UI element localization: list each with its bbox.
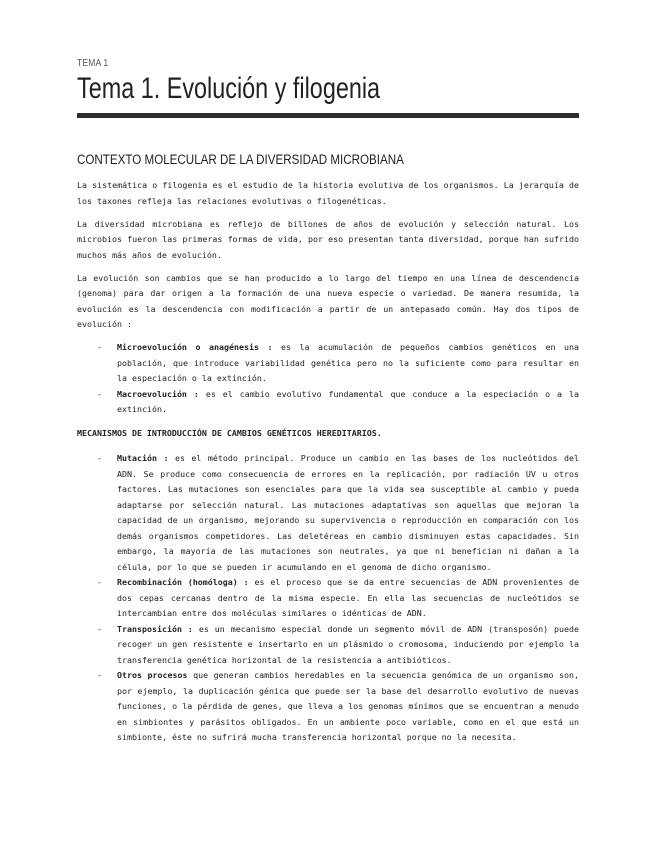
paragraph-evolucion: La evolución son cambios que se han producido a lo largo del tiempo en una línea de descendencia (genoma) para dar origen a la formación de una nueva especie o variedad. De manera resumida, la evolución es la descendencia con modificación a partir de un antepasado común. Hay dos tipos de evolución :: [77, 272, 579, 329]
definition-recombinacion: es el proceso que se da entre secuencias de ADN provenientes de dos cepas cercanas dentro de la misma especie. En ella las secuencias de nucleótidos se intercambian entre dos moléculas similares o idénticas de ADN.: [117, 577, 579, 618]
bullet-dash: -: [97, 388, 102, 399]
term-mutacion: Mutación :: [117, 453, 169, 463]
mechanisms-subheading: MECANISMOS DE INTRODUCCIÓN DE CAMBIOS GENÉTICOS HEREDITARIOS.: [77, 427, 382, 438]
definition-transposicion: es un mecanismo especial donde un segmento móvil de ADN (transposón) puede recoger un gen resistente e insertarlo en un plásmido o cromosoma, induciendo por ejemplo la transferencia genética horizontal de la resistencia a antibióticos.: [117, 623, 579, 665]
list-item-transposicion: [77, 622, 579, 669]
bullet-dash: -: [97, 342, 102, 352]
term-macroevolucion: Macroevolución :: [117, 388, 199, 399]
chapter-kicker: TEMA 1: [77, 58, 109, 69]
paragraph-sistematica: La sistemática o filogenia es el estudio de la historia evolutiva de los organismos. La jerarquía de los taxones refleja las relaciones evolutivas o filogenéticas.: [77, 180, 579, 206]
title-divider: [77, 113, 579, 118]
mechanisms-list: [77, 451, 579, 746]
main-content: [77, 152, 579, 754]
section-title: CONTEXTO MOLECULAR DE LA DIVERSIDAD MICROBIANA: [77, 152, 404, 167]
list-item-mutacion: [77, 451, 579, 575]
definition-microevolucion: es la acumulación de pequeños cambios genéticos en una población, que introduce variabilidad genética pero no la suficiente como para resultar en la especiación o la extinción.: [117, 342, 580, 383]
bullet-dash: -: [97, 670, 102, 680]
bullet-dash: -: [97, 453, 102, 463]
paragraph-diversidad: La diversidad microbiana es reflejo de billones de años de evolución y selección natural. Los microbios fueron las primeras formas de vida, por eso presentan tanta diversidad, porque han sufrido muchos más años de evolución.: [77, 218, 579, 260]
definition-mutacion: es el método principal. Produce un cambio en las bases de los nucleótidos del ADN. Se produce como consecuencia de errores en la replicación, por radiación UV u otros factores. Las mutaciones son esenciales para que la vida sea susceptible al cambio y pueda adaptarse por selección natural. Las mutaciones adaptativas son aquellas que mejoran la capacidad de un organismo, mejorando su supervivencia o reproducción en comparación con los demás organismos competidores. Las deletéreas en cambio disminuyen estas capacidades. Sin embargo, la mayoría de las mutaciones son neutrales, ya que ni benefician ni dañan a la célula, por lo que se pueden ir acumulando en el genoma de dicho organismo.: [117, 453, 580, 572]
page-title: Tema 1. Evolución y filogenia: [77, 72, 381, 105]
term-recombinacion: Recombinación (homóloga) :: [117, 577, 249, 587]
list-item-microevolucion: [77, 340, 579, 387]
term-otros-procesos: Otros procesos: [117, 670, 188, 680]
definition-macroevolucion: es el cambio evolutivo fundamental que conduce a la especiación o a la extinción.: [117, 388, 579, 414]
list-item-recombinacion: [77, 575, 579, 622]
bullet-dash: -: [97, 623, 102, 634]
bullet-dash: -: [97, 577, 102, 587]
list-item-otros-procesos: [77, 668, 579, 746]
list-item-macroevolucion: [77, 387, 579, 418]
evolution-types-list: [77, 340, 579, 418]
definition-otros-procesos: que generan cambios heredables en la secuencia genómica de un organismo son, por ejemplo, la duplicación génica que puede ser la base del desarrollo evolutivo de nuevas funciones, o la pérdida de genes, que lleva a los genomas mínimos que se encuentran a menudo en simbiontes y parásitos obligados. En un ambiente poco variable, como en el que está un simbionte, éste no sufrirá mucha transferencia horizontal porque no la necesita.: [117, 670, 579, 742]
term-microevolucion: Microevolución o anagénesis :: [117, 342, 273, 352]
term-transposicion: Transposición :: [117, 623, 193, 634]
